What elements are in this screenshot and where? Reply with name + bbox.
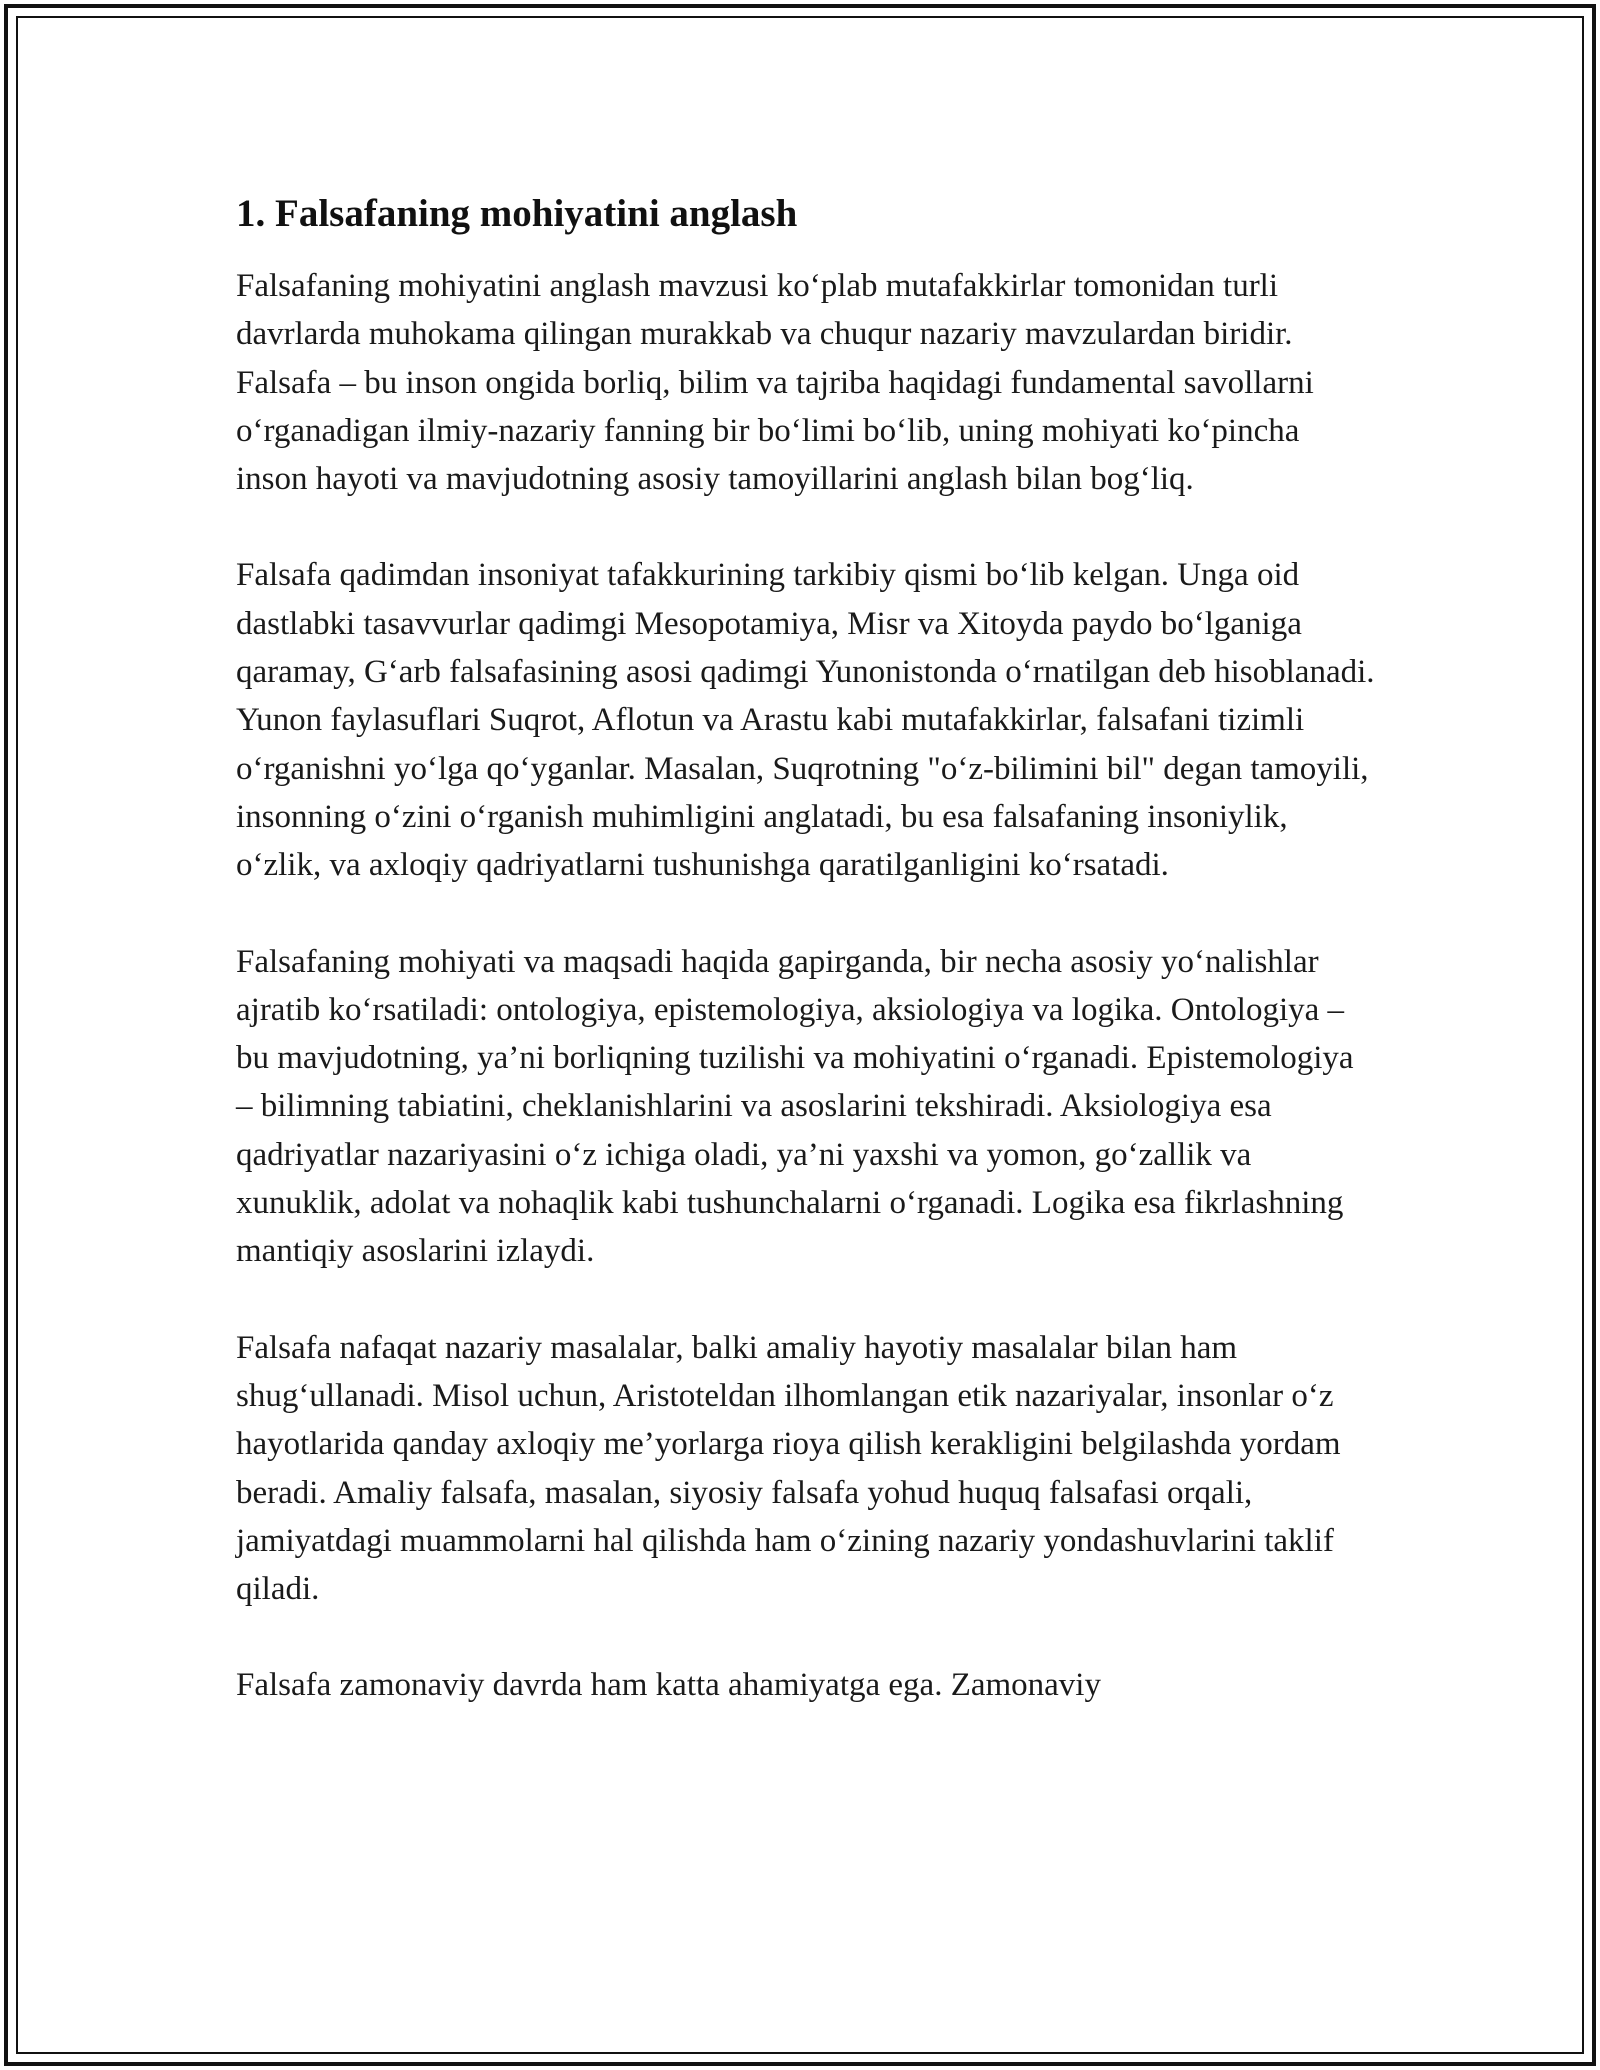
section-heading: 1. Falsafaning mohiyatini anglash [236, 192, 798, 235]
paragraph-2: Falsafa qadimdan insoniyat tafakkurining tarkibiy qismi bo‘lib kelgan. Unga oid dastlabki tasavvurlar qadimgi Mesopotamiya, Misr va Xitoyda paydo bo‘lganiga qaramay, G‘arb falsafasining asosi qadimgi Yunonistonda o‘rnatilgan deb hisoblanadi. Yunon faylasuflari Suqrot, Aflotun va Arastu kabi mutafakkirlar, falsafani tizimli o‘rganishni yo‘lga qo‘yganlar. Masalan, Suqrotning "o‘z-bilimini bil" degan tamoyili, insonning o‘zini o‘rganish muhimligini anglatadi, bu esa falsafaning insoniylik, o‘zlik, va axloqiy qadriyatlarni tushunishga qaratilganligini ko‘rsatadi. [236, 557, 1375, 884]
paragraph-3: Falsafaning mohiyati va maqsadi haqida gapirganda, bir necha asosiy yo‘nalishlar ajratib ko‘rsatiladi: ontologiya, epistemologiya, aksiologiya va logika. Ontologiya – bu mavjudotning, ya’ni borliqning tuzilishi va mohiyatini o‘rganadi. Epistemologiya – bilimning tabiatini, cheklanishlarini va asoslarini tekshiradi. Aksiologiya esa qadriyatlar nazariyasini o‘z ichiga oladi, ya’ni yaxshi va yomon, go‘zallik va xunuklik, adolat va nohaqlik kabi tushunchalarni o‘rganadi. Logika esa fikrlashning mantiqiy asoslarini izlaydi. [236, 943, 1354, 1270]
paragraph-1: Falsafaning mohiyatini anglash mavzusi ko‘plab mutafakkirlar tomonidan turli davrlarda muhokama qilingan murakkab va chuqur nazariy mavzulardan biridir. Falsafa – bu inson ongida borliq, bilim va tajriba haqidagi fundamental savollarni o‘rganadigan ilmiy-nazariy fanning bir bo‘limi bo‘lib, uning mohiyati ko‘pincha inson hayoti va mavjudotning asosiy tamoyillarini anglash bilan bog‘liq. [236, 268, 1314, 498]
paragraph-5: Falsafa zamonaviy davrda ham katta ahamiyatga ega. Zamonaviy [236, 1667, 1101, 1704]
paragraph-4: Falsafa nafaqat nazariy masalalar, balki amaliy hayotiy masalalar bilan ham shug‘ullanadi. Misol uchun, Aristoteldan ilhomlangan etik nazariyalar, insonlar o‘z hayotlarida qanday axloqiy me’yorlarga rioya qilish kerakligini belgilashda yordam beradi. Amaliy falsafa, masalan, siyosiy falsafa yohud huquq falsafasi orqali, jamiyatdagi muammolarni hal qilishda ham o‘zining nazariy yondashuvlarini taklif qiladi. [236, 1329, 1341, 1608]
document-body [236, 188, 1376, 1710]
